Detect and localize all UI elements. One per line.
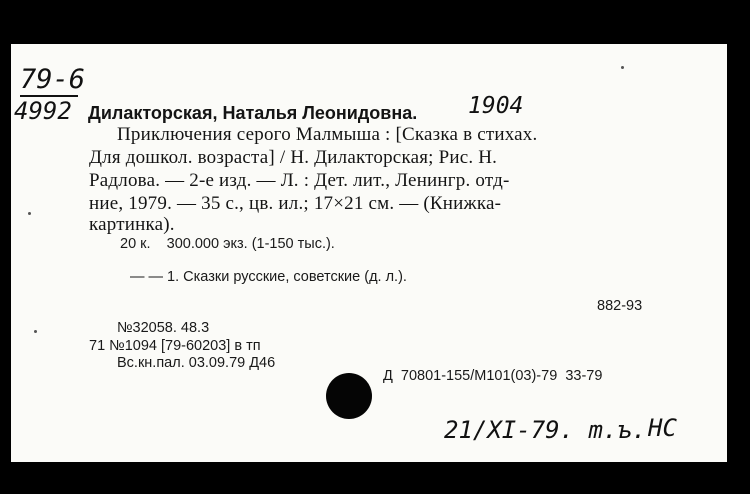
order-line-1: №32058. 48.3 — [117, 320, 210, 336]
author-heading: Дилакторская, Наталья Леонидовна. — [88, 103, 418, 123]
call-number-top: 79-6 — [20, 64, 86, 95]
card-number: 882-93 — [597, 298, 643, 314]
author-birth-year: 1904 — [468, 93, 524, 119]
speck-mark — [621, 66, 624, 69]
description-line-3: Радлова. — 2-е изд. — Л. : Дет. лит., Ленингр. отд- — [89, 170, 510, 191]
subject-heading: — — 1. Сказки русские, советские (д. л.). — [130, 269, 407, 285]
classification-index: Д 70801-155/М101(03)-79 33-79 — [383, 368, 603, 384]
description-line-2: Для дошкол. возраста] / Н. Дилакторская; Рис. Н. — [89, 147, 498, 168]
call-number-bottom: 4992 — [14, 97, 72, 125]
description-line-5: картинка). — [89, 214, 175, 235]
price-and-print-run: 20 к. 300.000 экз. (1-150 тыс.). — [120, 236, 335, 252]
order-line-2: 71 №1094 [79-60203] в тп — [89, 338, 261, 354]
description-line-1: Приключения серого Малмыша : [Сказка в стихах. — [117, 124, 538, 145]
handwritten-initials: НС — [648, 414, 677, 442]
speck-mark — [28, 212, 31, 215]
speck-mark — [34, 330, 37, 333]
description-line-4: ние, 1979. — 35 с., цв. ил.; 17×21 см. — (Книжка- — [89, 193, 502, 214]
handwritten-date: 21/XI-79. m.ъ. — [444, 416, 647, 444]
punch-hole — [326, 373, 372, 419]
order-line-3: Вс.кн.пал. 03.09.79 Д46 — [117, 355, 276, 371]
